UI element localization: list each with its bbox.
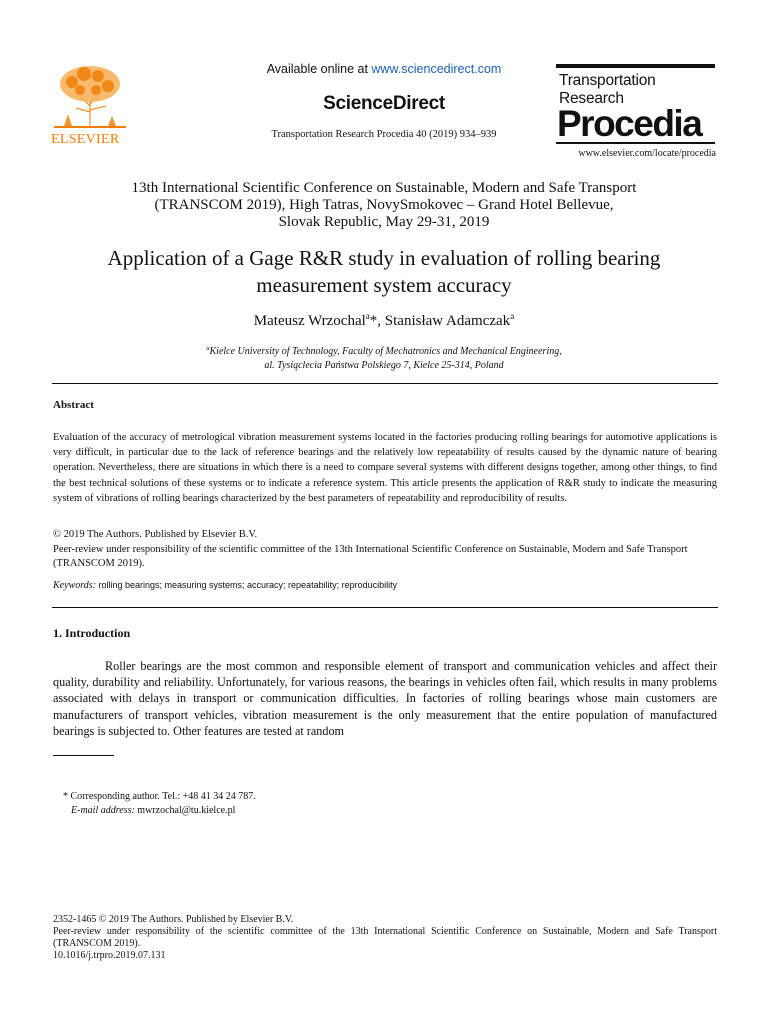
- issn-line: 2352-1465 © 2019 The Authors. Published by Elsevier B.V.: [53, 914, 294, 925]
- author-list: [0, 311, 768, 330]
- corresponding-author: * Corresponding author. Tel.: +48 41 34 24 787.: [63, 791, 256, 802]
- procedia-logo-line3: Procedia: [557, 103, 702, 144]
- divider: [52, 607, 718, 608]
- abstract-heading: Abstract: [53, 399, 94, 411]
- keywords-label: Keywords:: [53, 580, 96, 591]
- author-name: Stanisław Adamczak: [384, 313, 511, 329]
- copyright-line: © 2019 The Authors. Published by Elsevier B.V.: [53, 529, 258, 540]
- keywords-list: rolling bearings; measuring systems; accuracy; repeatability; reproducibility: [98, 580, 398, 590]
- conference-line: 13th International Scientific Conference on Sustainable, Modern and Safe Transport: [131, 180, 637, 196]
- doi[interactable]: 10.1016/j.trpro.2019.07.131: [53, 950, 166, 961]
- email-label: E-mail address:: [71, 805, 135, 816]
- footnote: [63, 790, 256, 818]
- page-footer: [53, 914, 717, 962]
- affiliation-line: al. Tysiąclecia Państwa Polskiego 7, Kielce 25-314, Poland: [264, 360, 504, 371]
- conference-info: [60, 180, 708, 231]
- affiliation: [0, 342, 768, 373]
- available-prefix: Available online at: [266, 62, 368, 76]
- affiliation-mark: a: [510, 311, 515, 321]
- affiliation-mark: a: [365, 311, 370, 321]
- procedia-logo-line1: Transportation: [559, 72, 656, 89]
- title-line: Application of a Gage R&R study in evaluation of rolling bearing: [107, 246, 661, 270]
- author-email[interactable]: mwrzochal@tu.kielce.pl: [137, 805, 236, 816]
- corresponding-mark: *,: [369, 313, 385, 329]
- affiliation-mark: a: [206, 345, 210, 352]
- title-line: measurement system accuracy: [256, 273, 512, 297]
- footnote-rule: [53, 755, 114, 756]
- conference-line: Slovak Republic, May 29-31, 2019: [278, 214, 490, 230]
- conference-line: (TRANSCOM 2019), High Tatras, NovySmokovec – Grand Hotel Bellevue,: [154, 197, 614, 213]
- sciencedirect-brand: ScienceDirect: [323, 93, 445, 114]
- copyright-block: [53, 528, 717, 572]
- journal-citation: Transportation Research Procedia 40 (2019) 934–939: [271, 129, 497, 140]
- author-name: Mateusz Wrzochal: [253, 313, 366, 329]
- paper-title: [40, 245, 728, 299]
- procedia-logo-line2: Research: [559, 90, 624, 107]
- procedia-journal-logo: [556, 64, 715, 144]
- introduction-body: Roller bearings are the most common and responsible element of transport and communication vehicles and affect their quality, durability and reliability. Unfortunately, for various reasons, the bearings in vehicles often fail, which results in many problems associated with delays in transport or communication difficulties. In factories of rolling bearings whose main customers are manufacturers of transport vehicles, vibration measurement is the only measurement that the entire population of manufactured bearings is subjected to. Other features are tested at random: [53, 659, 717, 738]
- peer-review-line: Peer-review under responsibility of the scientific committee of the 13th International Scientific Conference on Sustainable, Modern and Safe Transport (TRANSCOM 2019).: [53, 543, 688, 569]
- footer-peer-review: Peer-review under responsibility of the scientific committee of the 13th International Scientific Conference on Sustainable, Modern and Safe Transport (TRANSCOM 2019).: [53, 926, 717, 949]
- elsevier-logo-text: ELSEVIER: [51, 132, 120, 147]
- sciencedirect-link[interactable]: www.sciencedirect.com: [371, 62, 502, 76]
- divider: [52, 383, 718, 384]
- abstract-body: Evaluation of the accuracy of metrological vibration measurement systems located in the factories producing rolling bearings for automotive applications is very difficult, in particular due to the lack of reference bearings and the relatively low repeatability of results caused by the dynamic nature of bearing operation. Nevertheless, there are situations in which there is a need to compare several systems with different designs together, among other things, to find the best technical solutions of these systems or to indicate a reference system. This article presents the application of R&R study to indicate the measuring system of vibrations of rolling bearings characterized by the best parameters of repeatability and reproducibility of results.: [53, 432, 717, 504]
- journal-url[interactable]: www.elsevier.com/locate/procedia: [578, 148, 716, 159]
- section-heading: 1. Introduction: [53, 626, 131, 640]
- keywords: [53, 580, 717, 591]
- affiliation-line: Kielce University of Technology, Faculty of Mechatronics and Mechanical Engineering,: [209, 346, 562, 357]
